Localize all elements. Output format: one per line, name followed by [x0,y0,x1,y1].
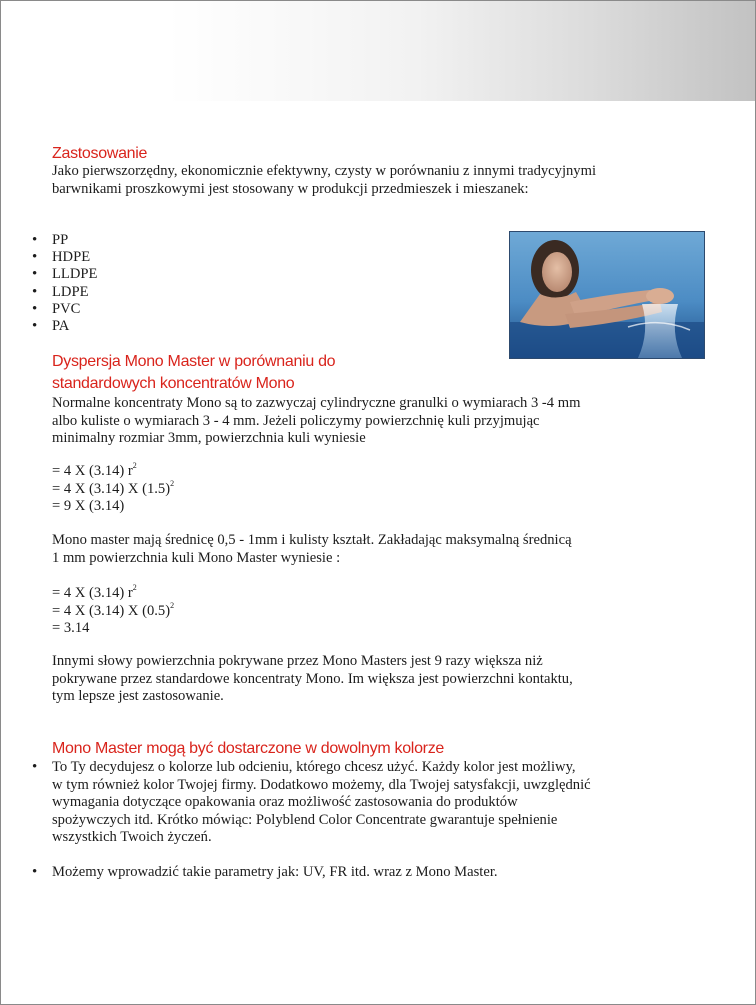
text-line: wymagania dotyczące opakowania oraz możliwość zastosowania do produktów [52,794,518,810]
list-item [29,759,591,847]
zastosowanie-paragraph [52,163,596,198]
section-heading-kolory: Mono Master mogą być dostarczone w dowolnym kolorze [52,740,444,757]
list-item: • PVC [29,301,97,318]
heading-line: Dyspersja Mono Master w porównaniu do [52,353,336,370]
text-line: spożywczych itd. Krótko mówiąc: Polyblend Color Concentrate gwarantuje spełnienie [52,811,558,828]
text-line: Normalne koncentraty Mono są to zazwyczaj cylindryczne granulki o wymiarach 3 -4 mm [52,395,581,411]
equation-block-1 [52,463,174,516]
list-item: • LLDPE [29,266,97,283]
equation-line: = 9 X (3.14) [52,498,125,514]
materials-list [29,232,97,335]
header-gradient-band [1,1,755,101]
dyspersja-paragraph-1 [52,395,580,448]
equation-line: = 4 X (3.14) X $(0.5)^2$ [52,600,175,619]
text-line: Mono master mają średnicę 0,5 - 1mm i kulisty kształt. Zakładając maksymalną średnicą [52,532,572,548]
equation-line: = 4 X (3.14) $r^2$ [52,461,137,479]
equation-block-2 [52,585,174,638]
text-line: Innymi słowy powierzchnia pokrywane przez Mono Masters jest 9 razy większa niż [52,653,543,669]
text-line: Jako pierwszorzędny, ekonomicznie efektywny, czysty w porównaniu z innymi tradycyjnymi [52,163,597,179]
equation-line: = 4 X (3.14) $r^2$ [52,583,137,601]
text-line: barwnikami proszkowymi jest stosowany w produkcji przedmieszek i mieszanek: [52,180,529,197]
list-item: • PA [29,318,97,335]
kolory-bullets [29,759,591,881]
text-line: tym lepsze jest zastosowanie. [52,688,224,704]
text-line: wszystkich Twoich życzeń. [52,829,212,845]
heading-line: standardowych koncentratów Mono [52,375,295,392]
text-line: • To Ty decydujesz o kolorze lub odcieniu, którego chcesz użyć. Każdy kolor jest możliwy, [52,759,576,775]
text-line: minimalny rozmiar 3mm, powierzchnia kuli wyniesie [52,430,366,446]
list-item: • Możemy wprowadzić takie parametry jak: UV, FR itd. wraz z Mono Master. [29,864,591,882]
section-heading-zastosowanie: Zastosowanie [52,145,148,162]
dyspersja-paragraph-2 [52,532,572,567]
text-line: 1 mm powierzchnia kuli Mono Master wyniesie : [52,549,341,566]
list-item: • HDPE [29,249,97,266]
section-heading-dyspersja [52,351,335,395]
text-line: pokrywane przez standardowe koncentraty Mono. Im większa jest powierzchni kontaktu, [52,670,573,687]
equation-line: = 4 X (3.14) X $(1.5)^2$ [52,478,175,497]
woman-water-photo [509,231,705,359]
dyspersja-paragraph-3 [52,653,573,706]
list-item: • LDPE [29,284,97,301]
list-item: • PP [29,232,97,249]
text-line: w tym również kolor Twojej firmy. Dodatkowo możemy, dla Twojej satysfakcji, uwzględnić [52,776,591,793]
photo-illustration [510,232,704,358]
text-line: albo kuliste o wymiarach 3 - 4 mm. Jeżeli policzymy powierzchnię kuli przyjmując [52,412,540,429]
equation-line: = 3.14 [52,620,90,636]
